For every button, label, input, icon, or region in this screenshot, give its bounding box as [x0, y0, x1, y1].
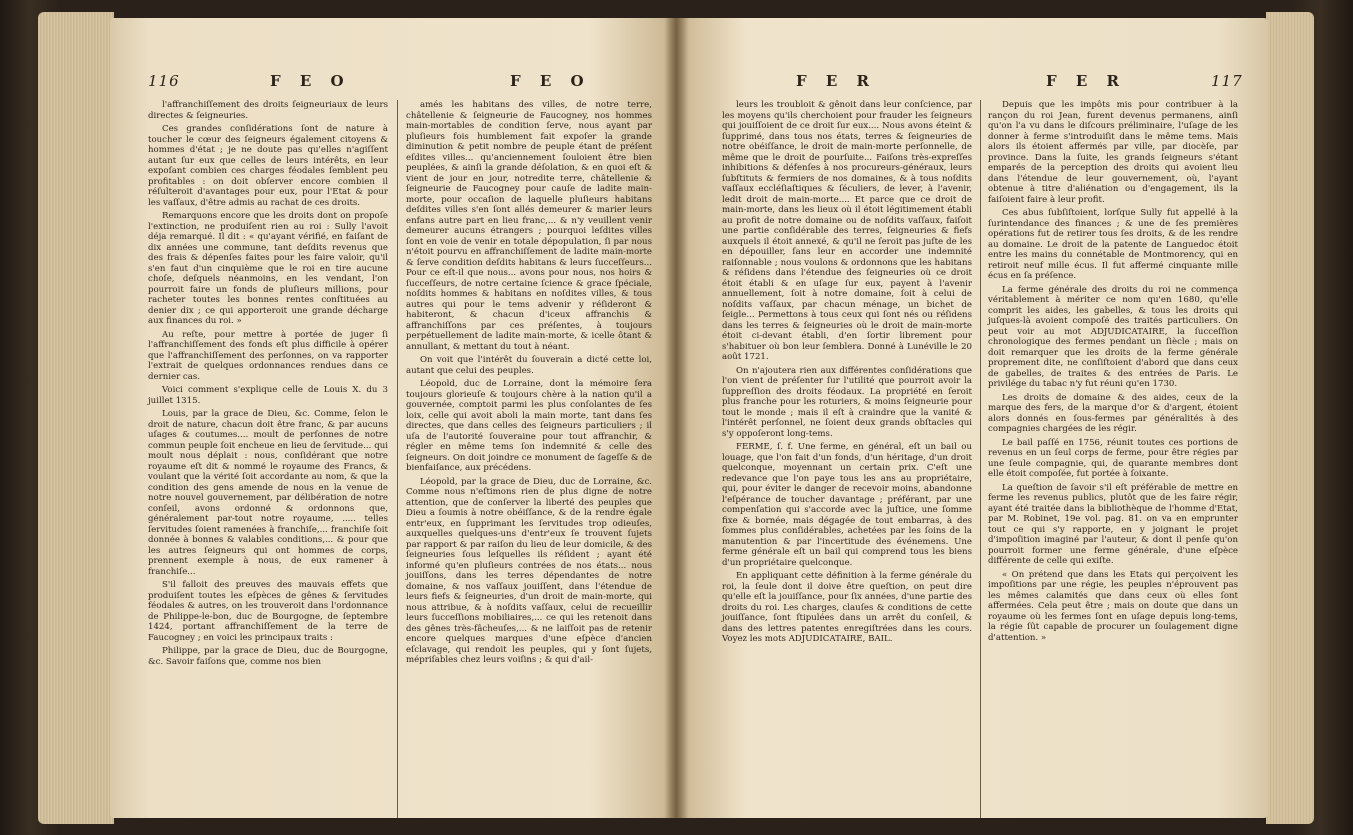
paragraph: Philippe, par la grace de Dieu, duc de Bourgogne, &c. Savoir faiſons que, comme nos bien [148, 646, 388, 667]
book-gutter [664, 18, 688, 818]
book-edge-left [38, 12, 114, 824]
paragraph: Au reſte, pour mettre à portée de juger ſi l'affranchiſſement des fonds eſt plus difficile à opérer que l'affranchiſſement des perſonnes, on va rapporter l'extrait de quelques ordonnances rendues dans ce dernier cas. [148, 329, 388, 382]
left-running-head [110, 72, 676, 98]
paragraph: Léopold, duc de Lorraine, dont la mémoire ſera toujours glorieuſe & toujours chère à la nation qu'il a gouvernée, comptoit parmi les plus conſolantes de ſes loix, celle qui avoit aboli la main morte, tant dans ſes directes, que dans celles des ſeigneurs particuliers ; il uſa de l'autorité ſouveraine pour tout affranchir, & régler en même tems ſon indemnité & celle des ſeigneurs. On doit joindre ce monument de ſageſſe & de bienfaiſance, aux précédens. [406, 379, 652, 473]
paragraph: En appliquant cette définition à la ferme générale du roi, la ſeule dont il doive être queſtion, on peut dire qu'elle eſt la jouiſſance, pour ſix années, d'une partie des droits du roi. Les charges, clauſes & conditions de cette jouiſſance, ſont ſtipulées dans un arrêt du conſeil, & dans des lettres patentes enregiſtrées dans les cours. Voyez les mots ADJUDICATAIRE, BAIL. [722, 571, 972, 644]
left-page-number: 116 [148, 72, 180, 90]
paragraph: l'affranchiſſement des droits ſeigneuriaux de leurs directes & ſeigneuries. [148, 100, 388, 121]
paragraph: La ferme générale des droits du roi ne commença véritablement à mériter ce nom qu'en 1680, qu'elle comprit les aides, les gabelles, & tous les droits qui juſques-là avoient compoſé des traités particuliers. On peut voir au mot ADJUDICATAIRE, la ſucceſſion chronologique des fermes pendant un ſiècle ; mais on doit remarquer que les droits de la ferme générale proprement dite, ne conſiſtoient d'abord que dans ceux de gabelles, de traites & des entrées de Paris. Le privilége du tabac n'y fut réuni qu'en 1730. [988, 284, 1238, 389]
book-edge-right [1266, 12, 1314, 824]
left-head-word-1: F E O [270, 72, 351, 90]
left-page [110, 18, 676, 818]
right-column-rule [980, 100, 981, 818]
right-head-word-2: F E R [1046, 72, 1126, 90]
paragraph: amés les habitans des villes, de notre terre, châtellenie & ſeigneurie de Faucogney, nos hommes main-mortables de condition ſerve, nous ayant par pluſieurs fois humblement fait expoſer la grande diminution & petit nombre de peuple étant de préſent eſdites villes... qu'anciennement ſouloient être bien peuplées, & ainſi la grande déſolation, & en quoi eſt & vient de jour en jour, notredite terre, châtellenie & ſeigneurie de Faucogney pour cauſe de ladite main-morte, pour occaſion de laquelle pluſieurs habitans deſdites villes s'en ſont allés demeurer & marier leurs enfans autre part en lieu franc,... & n'y veuillent venir demeurer aucuns étrangers ; pourquoi leſdites villes ſont en voie de venir en totale dépopulation, ſi par nous n'étoit pourvu en affranchiſſement de ladite main-morte & ſerve condition deſdits habitans & leurs ſucceſſeurs... Pour ce eſt-il que nous... avons pour nous, nos hoirs & ſucceſſeurs, de notre certaine ſcience & grace ſpéciale, noſdits hommes & habitans en noſdites villes, & tous autres qui pour le tems advenir y réſideront & habiteront, & chacun d'iceux affranchis & affranchiſſons par ces préſentes, à toujours perpétuellement de ladite main-morte, & icelle ôtant & annullant, & mettant du tout à néant. [406, 100, 652, 352]
right-head-word-1: F E R [796, 72, 876, 90]
paragraph: leurs les troubloit & gênoit dans leur conſcience, par les moyens qu'ils cherchoient pour frauder les ſeigneurs qui jouiſſoient de ce droit ſur eux.... Nous avons éteint & ſupprimé, dans tous nos états, terres & ſeigneuries de notre obéiſſance, le droit de main-morte perſonnelle, de même que le droit de pourſuite... Faiſons très-expreſſes inhibitions & défenſes à nos procureurs-généraux, leurs ſubſtituts & fermiers de nos domaines, & à tous noſdits vaſſaux eccléſiaſtiques & ſéculiers, de lever, à l'avenir, ledit droit de main-morte.... Et parce que ce droit de main-morte, dans les lieux où il étoit légitimement établi au profit de notre domaine ou de noſdits vaſſaux, faiſoit une partie conſidérable des terres, ſeigneuries & fiefs auxquels il étoit annexé, & qu'il ne ſeroit pas juſte de les en dépouiller, ſans leur en accorder une indemnité raiſonnable ; nous voulons & ordonnons que les habitans & réſidens dans l'étendue des ſeigneuries où ce droit étoit établi & en uſage ſur eux, payent à l'avenir annuellement, ſoit à notre domaine, ſoit à celui de noſdits vaſſaux, par chacun ménage, un bichet de ſeigle... Permettons à tous ceux qui ſont nés ou réſidens dans les terres & ſeigneuries où le droit de main-morte étoit ci-devant établi, d'en ſortir librement pour s'habituer où bon leur ſemblera. Donné à Lunéville le 20 août 1721. [722, 100, 972, 362]
paragraph: On n'ajoutera rien aux différentes conſidérations que l'on vient de préſenter ſur l'utilité que pourroit avoir la ſuppreſſion des droits féodaux. La propriété en ſeroit plus franche pour les roturiers, & moins ſeigneurie pour tout le monde ; mais il eſt à craindre que la vanité & l'intérêt perſonnel, ne ſoient deux grands obſtacles qui s'y oppoſeront long-tems. [722, 365, 972, 439]
right-running-head [676, 72, 1268, 98]
paragraph: Ces abus ſubſiſtoient, lorſque Sully fut appellé à la ſurintendance des finances ; & une de ſes premières opérations fut de retirer tous ſes droits, & de les rendre au domaine. Le droit de la patente de Languedoc étoit entre les mains du connétable de Montmorency, qui en retiroit neuf mille écus. Il fut affermé cinquante mille écus en ſa préſence. [988, 208, 1238, 281]
paragraph: S'il falloit des preuves des mauvais effets que produiſent toutes les eſpèces de gênes & ſervitudes féodales & autres, on les trouveroit dans l'ordonnance de Philippe-le-bon, duc de Bourgogne, de ſeptembre 1424, portant affranchiſſement de la terre de Faucogney ; en voici les principaux traits : [148, 580, 388, 643]
right-column-2 [988, 100, 1238, 646]
left-column-1 [148, 100, 388, 670]
paragraph: Depuis que les impôts mis pour contribuer à la rançon du roi Jean, furent devenus permanens, ainſi qu'on l'a vu dans le diſcours préliminaire, l'uſage de les donner à ferme s'introduiſit dans le même tems. Mais alors ils étoient affermés par ville, par diocèſe, par province. Dans la ſuite, les grands ſeigneurs s'étant emparés de la perception des droits qui avoient lieu dans l'étendue de leur gouvernement, où, l'ayant obtenue à titre d'aliénation ou d'engagement, ils la faiſoient faire à leur profit. [988, 100, 1238, 205]
paragraph: Louis, par la grace de Dieu, &c. Comme, ſelon le droit de nature, chacun doit être franc, & par aucuns uſages & coutumes.... moult de perſonnes de notre commun peuple ſoit encheue en lieu de ſervitude... qui moult nous déplait : nous, conſidérant que notre royaume eſt dit & nommé le royaume des Francs, & voulant que la vérité ſoit accordante au nom, & que la condition des gens amende de nous en la venue de notre nouvel gouvernement, par délibération de notre conſeil, avons ordonné & ordonnons que, généralement par-tout notre royaume, ..... telles ſervitudes ſoient ramenées à franchiſe,... franchiſe ſoit donnée à bonnes & valables conditions,... & pour que les autres ſeigneurs qui ont hommes de corps, prennent exemple à nous, de eux ramener à franchiſe... [148, 409, 388, 577]
paragraph: Les droits de domaine & des aides, ceux de la marque des fers, de la marque d'or & d'argent, étoient alors donnés en ſous-fermes par généralités à des compagnies chargées de les régir. [988, 392, 1238, 434]
paragraph: Le bail paſſé en 1756, réunit toutes ces portions de revenus en un ſeul corps de ferme, pour être régies par une ſeule compagnie, qui, de quarante membres dont elle étoit compoſée, fut portée à ſoixante. [988, 437, 1238, 479]
paragraph: On voit que l'intérêt du ſouverain a dicté cette loi, autant que celui des peuples. [406, 355, 652, 376]
right-page-number: 117 [1211, 72, 1243, 90]
left-column-2 [406, 100, 652, 669]
paragraph: « On prétend que dans les Etats qui perçoivent les impoſitions par une régie, les peuples n'éprouvent pas les mêmes calamités que dans ceux où elles ſont affermées. Cela peut être ; mais on doute que dans un royaume où les fermes ſont en uſage depuis long-tems, la régie ſût capable de procurer un ſoulagement digne d'attention. » [988, 569, 1238, 643]
paragraph: FERME, ſ. f. Une ferme, en général, eſt un bail ou louage, que l'on fait d'un fonds, d'un héritage, d'un droit quelconque, moyennant un certain prix. C'eſt une redevance que l'on paye tous les ans au propriétaire, qui, pour éviter le danger de recevoir moins, abandonne l'eſpérance de toucher davantage ; préférant, par une compenſation qui s'accorde avec la juſtice, une ſomme fixe & bornée, mais dégagée de tout embarras, à des ſommes plus conſidérables, achetées par les ſoins de la manutention & par l'incertitude des événemens. Une ferme générale eſt un bail qui comprend tous les biens d'un propriétaire quelconque. [722, 442, 972, 568]
paragraph: La queſtion de ſavoir s'il eſt préférable de mettre en ferme les revenus publics, plutôt que de les faire régir, ayant été traitée dans la bibliothèque de l'homme d'Etat, par M. Robinet, 19e vol. pag. 81. on va en emprunter tout ce qui s'y rapporte, en y joignant le projet d'impoſition imaginé par l'auteur, & dont il penſe qu'on pourroit former une ferme générale, d'une eſpèce différente de celle qui exiſte. [988, 482, 1238, 566]
left-column-rule [397, 100, 398, 818]
left-head-word-2: F E O [510, 72, 591, 90]
paragraph: Ces grandes conſidérations ſont de nature à toucher le cœur des ſeigneurs également citoyens & hommes d'état ; je ne doute pas qu'elles n'agiſſent autant ſur eux que celles de leurs intérêts, en leur expoſant combien ces charges féodales ſemblent peu profitables : on doit obſerver encore combien il réſulteroit d'avantages pour eux, pour l'Etat & pour les vaſſaux, d'être admis au rachat de ces droits. [148, 124, 388, 208]
paragraph: Remarquons encore que les droits dont on propoſe l'extinction, ne produiſent rien au roi : Sully l'avoit déja remarqué. Il dit : « qu'ayant vérifié, en faiſant de dix années une commune, tant deſdits revenus que des frais & dépenſes faites pour les faire valoir, qu'il s'en faut d'un cinquième que le roi en tire aucune choſe, deſquels néanmoins, en les vendant, l'on pourroit faire un fonds de pluſieurs millions, pour racheter toutes les bonnes rentes conſtituées au denier dix ; ce qui apporteroit une grande décharge aux finances du roi. » [148, 211, 388, 326]
right-column-1 [722, 100, 972, 648]
paragraph: Léopold, par la grace de Dieu, duc de Lorraine, &c. Comme nous n'eſtimons rien de plus digne de notre attention, que de conſerver la liberté des peuples que Dieu a ſoumis à notre obéiſſance, & de la rendre égale entr'eux, en ſupprimant les ſervitudes trop odieuſes, auxquelles quelques-uns d'entr'eux ſe trouvent ſujets par rapport & par raiſon du lieu de leur domicile, & des ſeigneuries ſous leſquelles ils réſident ; ayant été informé qu'en pluſieurs contrées de nos états... nous jouiſſons, dans les terres dépendantes de notre domaine, & nos vaſſaux jouiſſent, dans l'étendue de leurs fiefs & ſeigneuries, d'un droit de main-morte, qui nous attribue, & à noſdits vaſſaux, celui de recueillir leurs ſucceſſions mobiliaires,... ce qui les retenoit dans des gênes très-fâcheuſes,... & ne laiſſoit pas de retenir encore quelques marques d'une eſpèce d'ancien eſclavage, qui rendoit les peuples, qui y ſont ſujets, mépriſables chez leurs voiſins ; & qui d'ail- [406, 476, 652, 665]
paragraph: Voici comment s'explique celle de Louis X. du 3 juillet 1315. [148, 385, 388, 406]
right-page [676, 18, 1268, 818]
